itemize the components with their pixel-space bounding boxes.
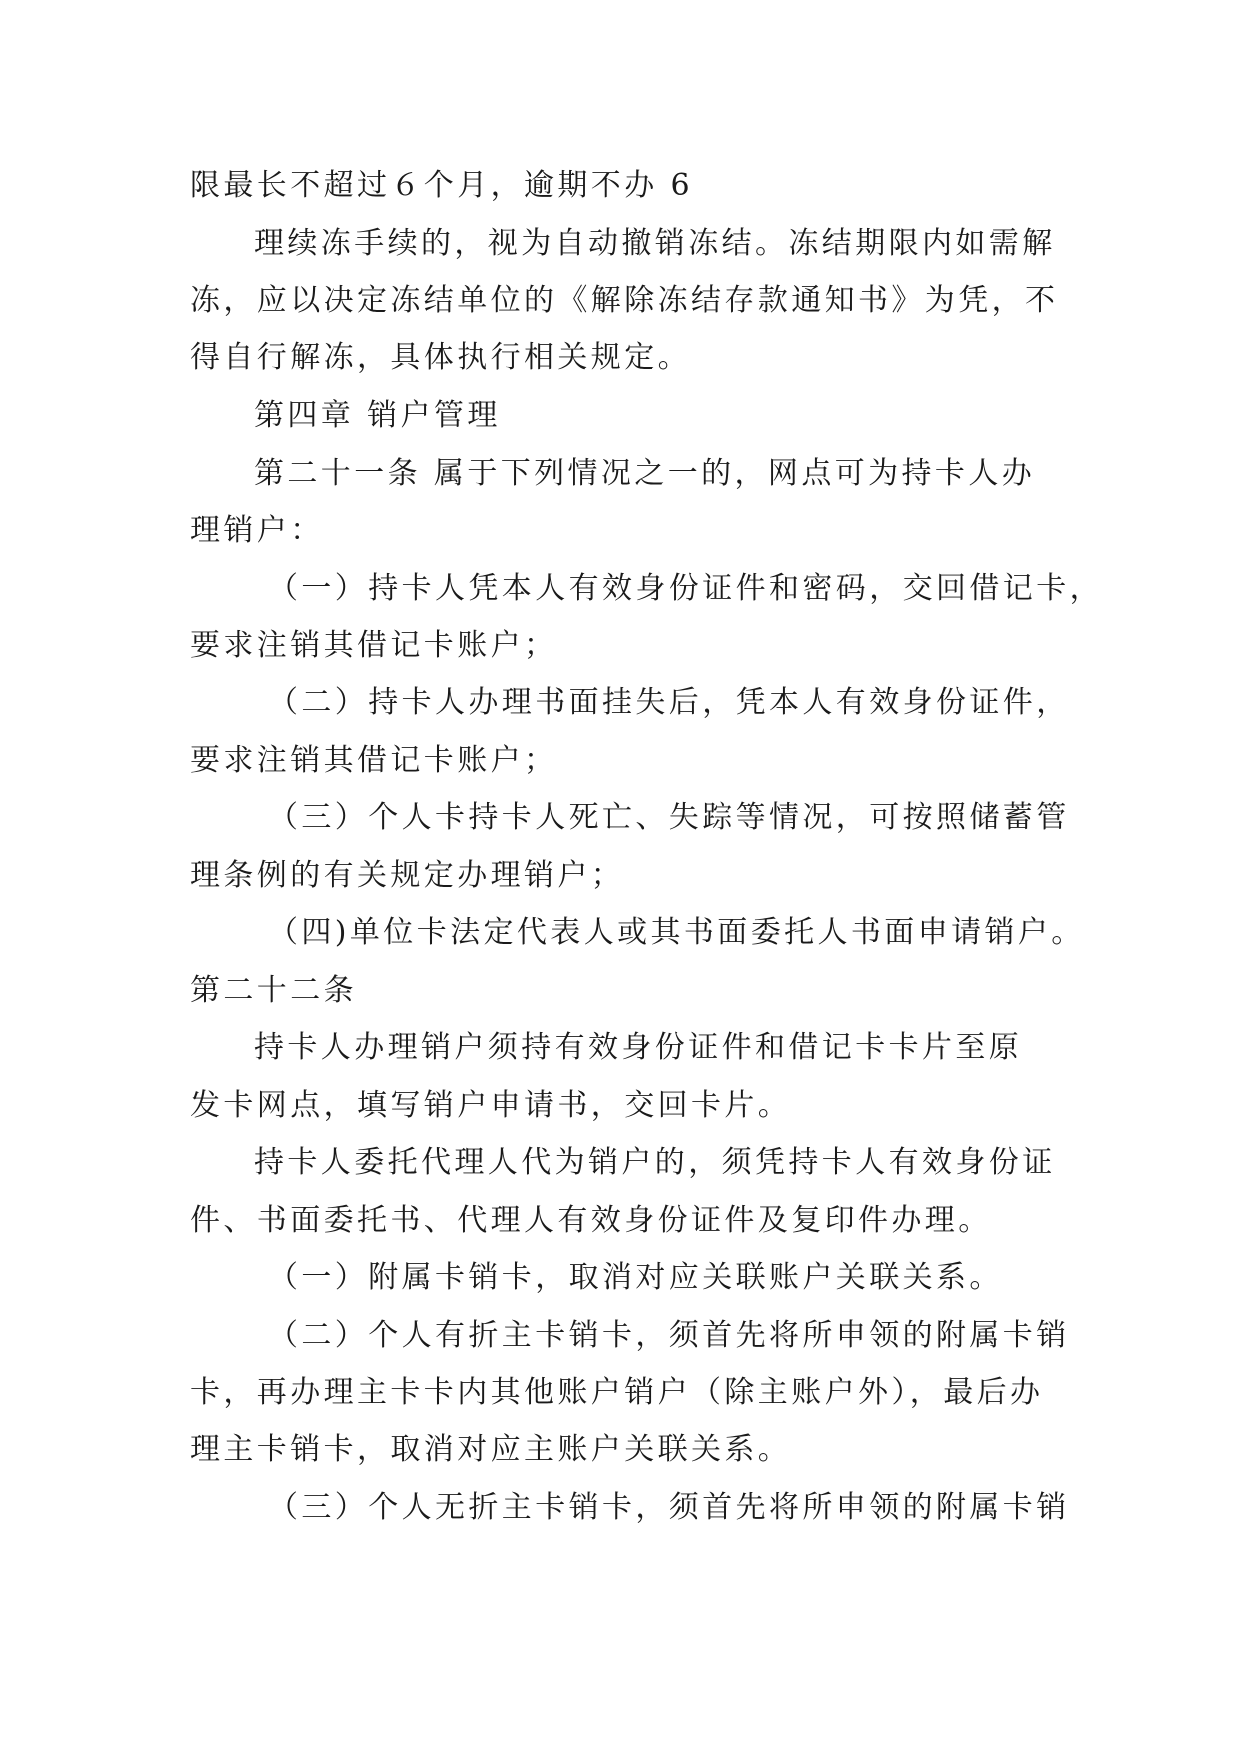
text-line: 要求注销其借记卡账户； (190, 743, 558, 778)
text-line: 限最长不超过６个月，逾期不办 6 (190, 168, 694, 203)
list-item: （一）持卡人凭本人有效身份证件和密码，交回借记卡， (268, 571, 1103, 606)
list-item: （三）个人卡持卡人死亡、失踪等情况，可按照储蓄管 (268, 800, 1070, 835)
list-item: （二）持卡人办理书面挂失后，凭本人有效身份证件， (268, 685, 1070, 720)
list-item: （二）个人有折主卡销卡，须首先将所申领的附属卡销 (268, 1318, 1070, 1353)
text-line: 持卡人办理销户须持有效身份证件和借记卡卡片至原 (254, 1030, 1023, 1065)
text-line: 冻，应以决定冻结单位的《解除冻结存款通知书》为凭，不 (190, 283, 1059, 318)
list-item: （四)单位卡法定代表人或其书面委托人书面申请销户。 (268, 915, 1085, 950)
text-line: 卡，再办理主卡卡内其他账户销户（除主账户外），最后办 (190, 1375, 1044, 1410)
text-line: 理销户： (190, 513, 324, 548)
text-line: 发卡网点，填写销户申请书，交回卡片。 (190, 1088, 792, 1123)
text-line: 要求注销其借记卡账户； (190, 628, 558, 663)
article-heading: 第二十二条 (190, 973, 357, 1008)
list-item: （一）附属卡销卡，取消对应关联账户关联关系。 (268, 1260, 1003, 1295)
chapter-heading: 第四章 销户管理 (254, 398, 501, 433)
text-line: 理条例的有关规定办理销户； (190, 858, 625, 893)
article-heading: 第二十一条 属于下列情况之一的，网点可为持卡人办 (254, 456, 1036, 491)
text-line: 理主卡销卡，取消对应主账户关联关系。 (190, 1432, 792, 1467)
text-line: 件、书面委托书、代理人有效身份证件及复印件办理。 (190, 1203, 992, 1238)
list-item: （三）个人无折主卡销卡，须首先将所申领的附属卡销 (268, 1490, 1070, 1525)
text-line: 理续冻手续的，视为自动撤销冻结。冻结期限内如需解 (254, 226, 1056, 261)
text-line: 持卡人委托代理人代为销户的，须凭持卡人有效身份证 (254, 1145, 1056, 1180)
text-line: 得自行解冻，具体执行相关规定。 (190, 340, 691, 375)
